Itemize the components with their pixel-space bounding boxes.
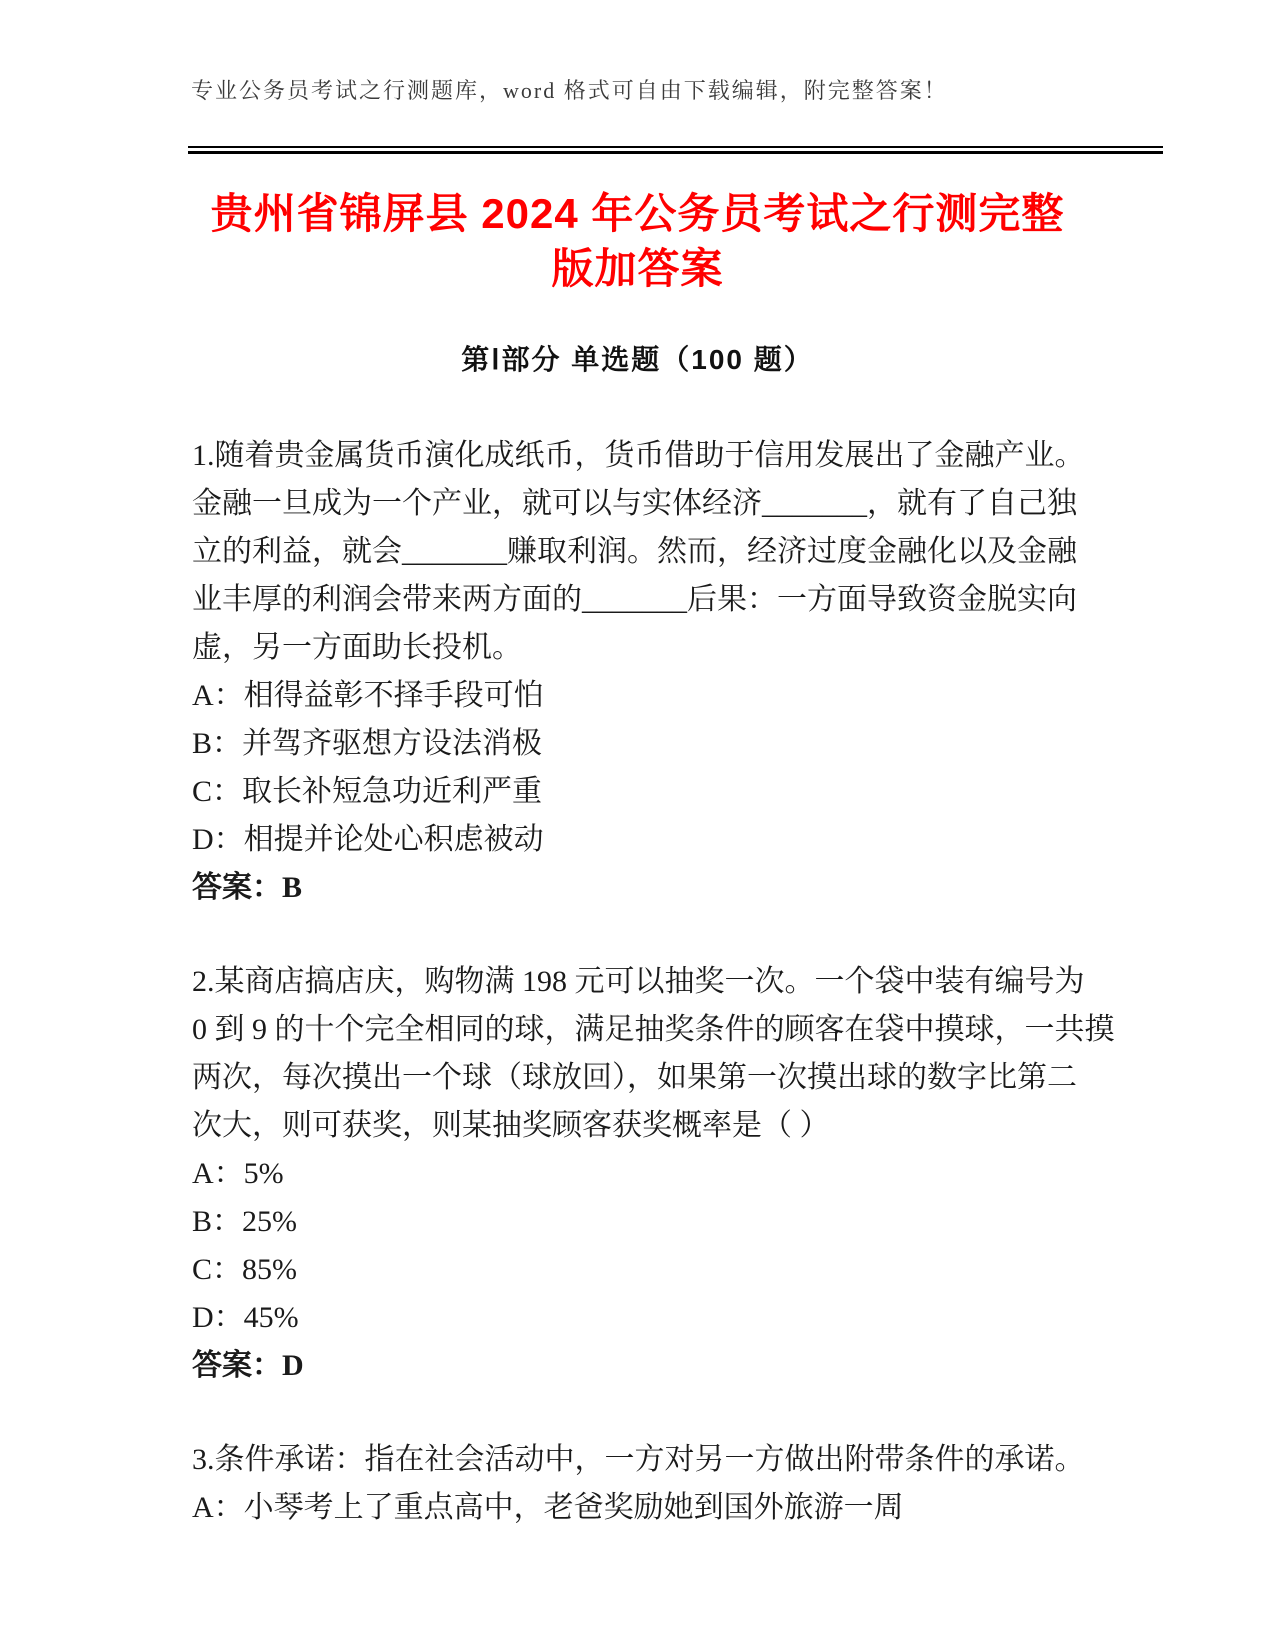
question-text-line: 金融一旦成为一个产业，就可以与实体经济_______，就有了自己独 [192, 487, 1077, 520]
option-line-c: C：取长补短急功近利严重 [192, 775, 543, 808]
question-text-line: 0 到 9 的十个完全相同的球，满足抽奖条件的顾客在袋中摸球，一共摸 [192, 1013, 1115, 1046]
page-header-note: 专业公务员考试之行测题库，word 格式可自由下载编辑，附完整答案！ [191, 78, 948, 103]
option-line-b: B：并驾齐驱想方设法消极 [192, 727, 543, 760]
document-title-line-1: 贵州省锦屏县 2024 年公务员考试之行测完整 [210, 190, 1065, 237]
option-line-b: B：25% [192, 1205, 297, 1238]
question-text-line: 次大，则可获奖，则某抽奖顾客获奖概率是（ ） [192, 1109, 830, 1142]
question-text-line: 业丰厚的利润会带来两方面的_______后果：一方面导致资金脱实向 [192, 583, 1077, 616]
question-text-line: 1.随着贵金属货币演化成纸币，货币借助于信用发展出了金融产业。 [192, 439, 1085, 472]
question-block-2 [192, 958, 1115, 1390]
option-line-d: D：相提并论处心积虑被动 [192, 823, 544, 856]
answer-line: 答案：B [192, 871, 303, 904]
question-block-3 [192, 1436, 1097, 1532]
question-text-line: 3.条件承诺：指在社会活动中，一方对另一方做出附带条件的承诺。 [192, 1443, 1085, 1476]
option-line-a: A：小琴考上了重点高中，老爸奖励她到国外旅游一周 [192, 1491, 904, 1524]
document-body [192, 432, 1115, 1578]
question-text-line: 2.某商店搞店庆，购物满 198 元可以抽奖一次。一个袋中装有编号为 [192, 965, 1085, 998]
answer-line: 答案：D [192, 1349, 304, 1382]
document-title [0, 186, 1275, 296]
question-text-line: 立的利益，就会_______赚取利润。然而，经济过度金融化以及金融 [192, 535, 1077, 568]
question-text-line: 虚，另一方面助长投机。 [192, 631, 522, 664]
header-divider [188, 146, 1163, 154]
question-block-1 [192, 432, 1097, 912]
option-line-d: D：45% [192, 1301, 299, 1334]
option-line-a: A：相得益彰不择手段可怕 [192, 679, 544, 712]
option-line-a: A：5% [192, 1157, 284, 1190]
document-title-line-2: 版加答案 [551, 245, 724, 292]
question-text-line: 两次，每次摸出一个球（球放回），如果第一次摸出球的数字比第二 [192, 1061, 1077, 1094]
option-line-c: C：85% [192, 1253, 297, 1286]
section-heading: 第Ⅰ部分 单选题（100 题） [461, 344, 814, 375]
